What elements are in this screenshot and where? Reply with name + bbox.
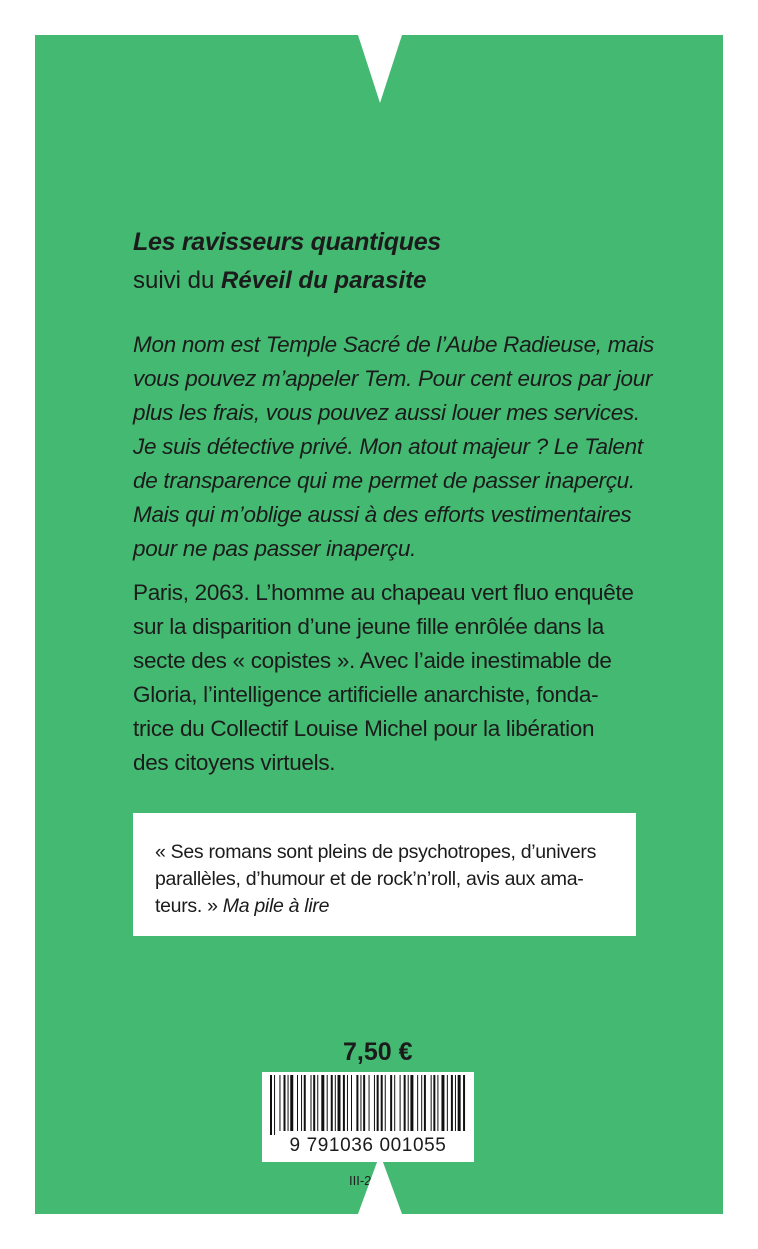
blurb-line: plus les frais, vous pouvez aussi louer mes services.: [133, 400, 640, 425]
barcode-bar: [451, 1075, 453, 1131]
blurb-line: de transparence qui me permet de passer inaperçu.: [133, 468, 635, 493]
barcode: [262, 1072, 474, 1162]
story-line: secte des « copistes ». Avec l’aide inestimable de: [133, 648, 612, 673]
barcode-bar: [327, 1075, 328, 1131]
barcode-bar: [304, 1075, 306, 1131]
barcode-bar: [347, 1075, 348, 1131]
barcode-bar: [331, 1075, 333, 1131]
barcode-bar: [301, 1075, 302, 1131]
quote-source: Ma pile à lire: [222, 895, 330, 917]
barcode-bar: [437, 1075, 438, 1131]
story-line: trice du Collectif Louise Michel pour la libération: [133, 716, 595, 741]
blurb-line: pour ne pas passer inaperçu.: [133, 536, 417, 561]
back-cover: [35, 35, 723, 1214]
barcode-bar: [313, 1075, 315, 1131]
price-label: 7,50 €: [343, 1038, 413, 1066]
barcode-bar: [288, 1075, 289, 1131]
barcode-bar: [410, 1075, 413, 1131]
isbn-number: 9 791036 001055: [289, 1135, 447, 1156]
book-title: Les ravisseurs quantiques: [133, 228, 441, 256]
barcode-bar: [317, 1075, 318, 1131]
barcode-bar: [455, 1075, 456, 1131]
barcode-bar: [321, 1075, 324, 1131]
barcode-bar: [390, 1075, 392, 1131]
barcode-bar: [369, 1075, 370, 1131]
story-line: Gloria, l’intelligence artificielle anarchiste, fonda-: [133, 682, 599, 707]
bottom-notch: [358, 1154, 402, 1214]
barcode-bar: [394, 1075, 395, 1131]
story-line: Paris, 2063. L’homme au chapeau vert fluo enquête: [133, 580, 634, 605]
barcode-bars: [268, 1075, 468, 1135]
quote-line-last: [155, 893, 625, 920]
barcode-bar: [431, 1075, 432, 1131]
barcode-bar: [377, 1075, 379, 1131]
quote-line-end: teurs. »: [155, 895, 218, 917]
barcode-bar: [400, 1075, 401, 1131]
barcode-bar: [284, 1075, 286, 1131]
barcode-bar: [447, 1075, 448, 1131]
barcode-bar: [274, 1075, 275, 1135]
barcode-bar: [441, 1075, 444, 1131]
subtitle-title: Réveil du parasite: [221, 267, 427, 294]
barcode-bar: [338, 1075, 341, 1131]
barcode-bar: [424, 1075, 426, 1131]
quote-line: parallèles, d’humour et de rock’n’roll, avis aux ama-: [155, 868, 584, 890]
barcode-bar: [297, 1075, 298, 1131]
barcode-bar: [290, 1075, 293, 1131]
story-paragraph: [133, 576, 633, 780]
barcode-bar: [311, 1075, 312, 1131]
barcode-bar: [417, 1075, 418, 1131]
blurb-line: Je suis détective privé. Mon atout majeur ? Le Talent: [133, 434, 643, 459]
barcode-bar: [363, 1075, 365, 1131]
blurb-paragraph: [133, 328, 654, 566]
barcode-bar: [408, 1075, 409, 1131]
barcode-bar: [343, 1075, 345, 1131]
story-line: des citoyens virtuels.: [133, 750, 336, 775]
blurb-line: Mon nom est Temple Sacré de l’Aube Radieuse, mais: [133, 332, 654, 357]
barcode-bar: [374, 1075, 375, 1131]
barcode-bar: [458, 1075, 461, 1131]
barcode-bar: [404, 1075, 406, 1131]
barcode-bar: [270, 1075, 272, 1135]
barcode-bar: [463, 1075, 465, 1131]
review-quote-box: [133, 813, 636, 936]
catalog-code: III-22: [349, 1173, 379, 1188]
barcode-bar: [351, 1075, 352, 1131]
barcode-bar: [421, 1075, 422, 1131]
blurb-line: Mais qui m’oblige aussi à des efforts vestimentaires: [133, 502, 632, 527]
quote-line: « Ses romans sont pleins de psychotropes, d’univers: [155, 841, 597, 863]
barcode-bar: [335, 1075, 336, 1131]
top-notch: [358, 35, 402, 103]
barcode-bar: [385, 1075, 386, 1131]
barcode-bar: [381, 1075, 383, 1131]
barcode-bar: [356, 1075, 358, 1131]
book-subtitle: [133, 267, 426, 295]
review-quote: [155, 839, 625, 920]
barcode-bar: [279, 1075, 280, 1131]
barcode-bar: [433, 1075, 435, 1131]
barcode-bar: [360, 1075, 361, 1131]
blurb-line: vous pouvez m’appeler Tem. Pour cent euros par jour: [133, 366, 653, 391]
story-line: sur la disparition d’une jeune fille enrôlée dans la: [133, 614, 604, 639]
subtitle-prefix: suivi du: [133, 267, 215, 294]
